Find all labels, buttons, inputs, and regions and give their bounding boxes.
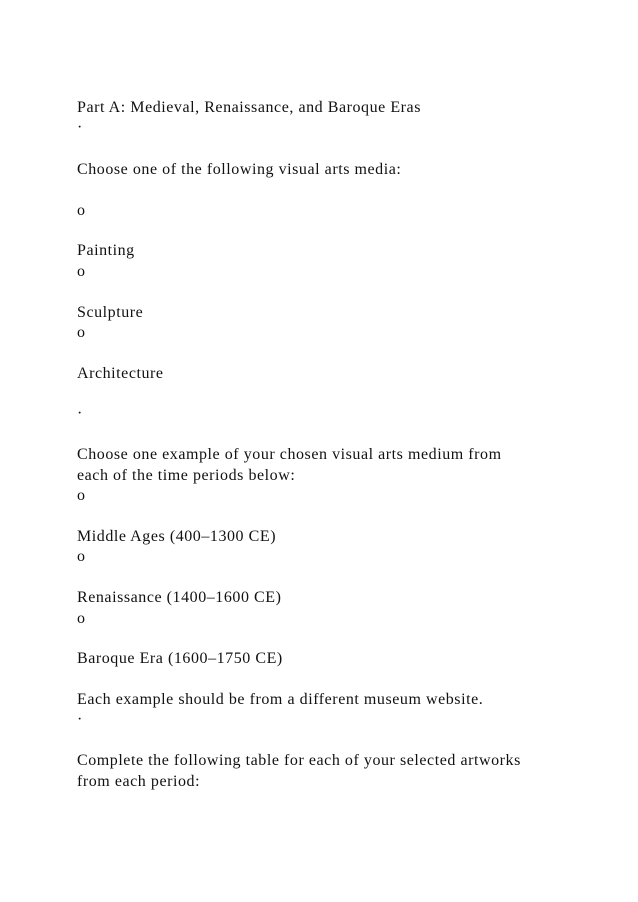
period-renaissance: Renaissance (1400–1600 CE)	[77, 589, 282, 606]
bullet-o: o	[77, 548, 86, 565]
bullet-o: o	[77, 202, 86, 219]
bullet-o: o	[77, 324, 86, 341]
bullet-o: o	[77, 263, 86, 280]
media-option-architecture: Architecture	[77, 365, 164, 382]
table-prompt-line-2: from each period:	[77, 773, 201, 790]
media-option-painting: Painting	[77, 242, 135, 259]
period-baroque: Baroque Era (1600–1750 CE)	[77, 650, 283, 667]
bullet-dot: ·	[77, 711, 83, 728]
period-middle-ages: Middle Ages (400–1300 CE)	[77, 528, 277, 545]
example-prompt-line-2: each of the time periods below:	[77, 467, 296, 484]
table-prompt-line-1: Complete the following table for each of your selected artworks	[77, 752, 521, 769]
bullet-dot: ·	[77, 405, 83, 422]
bullet-o: o	[77, 487, 86, 504]
example-prompt-line-1: Choose one example of your chosen visual arts medium from	[77, 446, 502, 463]
page-heading: Part A: Medieval, Renaissance, and Baroque Eras	[77, 99, 421, 116]
media-option-sculpture: Sculpture	[77, 304, 144, 321]
museum-note: Each example should be from a different museum website.	[77, 691, 484, 708]
bullet-dot: ·	[77, 119, 83, 136]
media-prompt: Choose one of the following visual arts media:	[77, 161, 402, 178]
bullet-o: o	[77, 610, 86, 627]
